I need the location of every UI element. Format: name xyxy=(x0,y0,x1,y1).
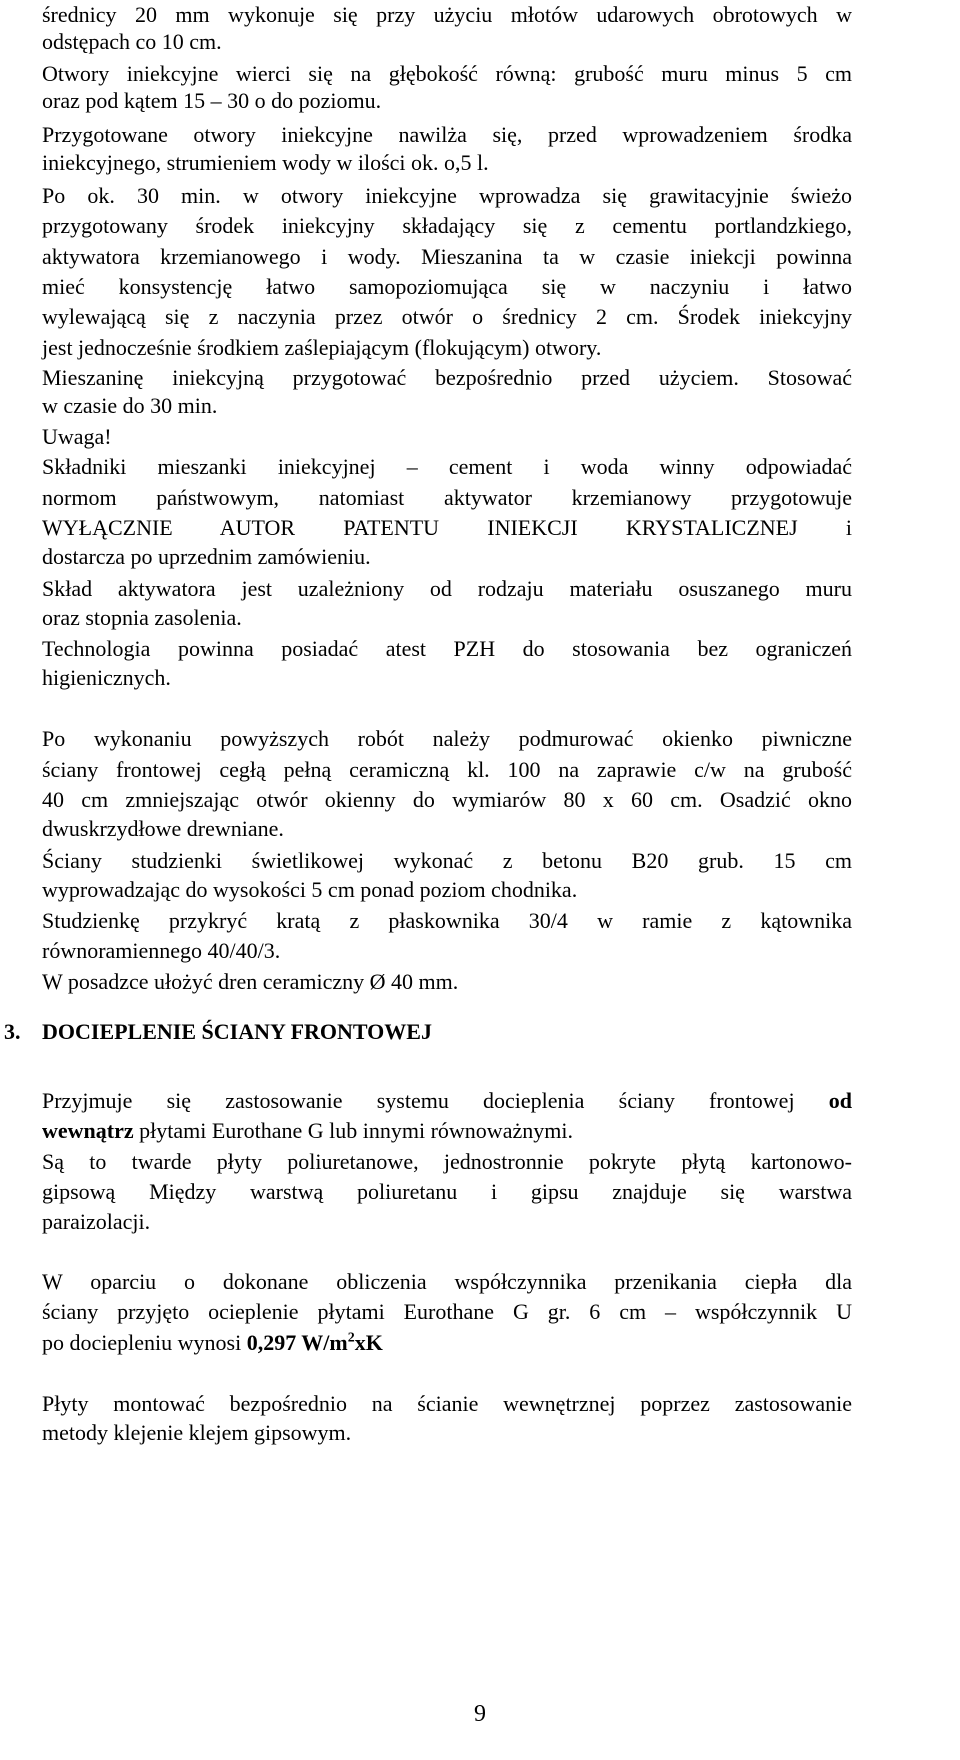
text-line: Skład aktywatora jest uzależniony od rodzaju materiału osuszanego muru xyxy=(42,576,852,601)
text-line: metody klejenie klejem gipsowym. xyxy=(42,1420,352,1445)
text-line: ściany frontowej cegłą pełną ceramiczną kl. 100 na zaprawie c/w na grubość xyxy=(42,757,852,782)
text-line: Po ok. 30 min. w otwory iniekcyjne wprowadza się grawitacyjnie świeżo xyxy=(42,183,852,208)
text-span: Przyjmuje się zastosowanie systemu docieplenia ściany frontowej xyxy=(42,1088,795,1113)
text-line: oraz pod kątem 15 – 30 o do poziomu. xyxy=(42,88,382,113)
text-line: Płyty montować bezpośrednio na ścianie wewnętrznej poprzez zastosowanie xyxy=(42,1391,852,1416)
bold-text: od xyxy=(828,1088,853,1113)
u-value xyxy=(247,1330,383,1355)
text-line: dwuskrzydłowe drewniane. xyxy=(42,816,284,841)
text-line: Składniki mieszanki iniekcyjnej – cement i woda winny odpowiadać xyxy=(42,454,852,479)
text-line: gipsową Między warstwą poliuretanu i gipsu znajduje się warstwa xyxy=(42,1179,852,1204)
u-value-unit: xK xyxy=(354,1330,383,1355)
section-title: DOCIEPLENIE ŚCIANY FRONTOWEJ xyxy=(42,1019,432,1044)
superscript: 2 xyxy=(347,1330,355,1346)
text-line: Otwory iniekcyjne wierci się na głębokość równą: grubość muru minus 5 cm xyxy=(42,61,852,86)
bold-text: wewnątrz xyxy=(42,1118,134,1143)
text-line xyxy=(42,1117,852,1144)
text-line: Po wykonaniu powyższych robót należy podmurować okienko piwniczne xyxy=(42,726,852,751)
text-line: w czasie do 30 min. xyxy=(42,393,218,418)
text-span: po dociepleniu wynosi xyxy=(42,1330,247,1355)
text-line: mieć konsystencję łatwo samopoziomująca się w naczyniu i łatwo xyxy=(42,274,852,299)
text-line xyxy=(42,1087,852,1114)
text-line: Uwaga! xyxy=(42,424,112,449)
text-line: Mieszaninę iniekcyjną przygotować bezpośrednio przed użyciem. Stosować xyxy=(42,365,852,390)
text-line: odstępach co 10 cm. xyxy=(42,29,222,54)
text-line: jest jednocześnie środkiem zaślepiającym (flokującym) otwory. xyxy=(42,335,602,360)
text-line: dostarcza po uprzednim zamówieniu. xyxy=(42,544,371,569)
text-line: higienicznych. xyxy=(42,665,171,690)
text-line: wyprowadzając do wysokości 5 cm ponad poziom chodnika. xyxy=(42,877,578,902)
text-line: aktywatora krzemianowego i wody. Mieszanina ta w czasie iniekcji powinna xyxy=(42,244,852,269)
text-line: iniekcyjnego, strumieniem wody w ilości ok. o,5 l. xyxy=(42,150,489,175)
text-line: Ściany studzienki świetlikowej wykonać z betonu B20 grub. 15 cm xyxy=(42,848,852,873)
text-line: Studzienkę przykryć kratą z płaskownika 30/4 w ramie z kątownika xyxy=(42,908,852,933)
text-line: W posadzce ułożyć dren ceramiczny Ø 40 mm. xyxy=(42,969,459,994)
text-line: Technologia powinna posiadać atest PZH do stosowania bez ograniczeń xyxy=(42,636,852,661)
page-number: 9 xyxy=(474,1701,486,1727)
text-span: płytami Eurothane G lub innymi równoważnymi. xyxy=(133,1118,573,1143)
text-line: normom państwowym, natomiast aktywator krzemianowy przygotowuje xyxy=(42,485,852,510)
text-line: przygotowany środek iniekcyjny składający się z cementu portlandzkiego, xyxy=(42,213,852,238)
text-line: 40 cm zmniejszając otwór okienny do wymiarów 80 x 60 cm. Osadzić okno xyxy=(42,787,852,812)
text-line: WYŁĄCZNIE AUTOR PATENTU INIEKCJI KRYSTALICZNEJ i xyxy=(42,515,852,540)
text-line: W oparciu o dokonane obliczenia współczynnika przenikania ciepła dla xyxy=(42,1269,852,1294)
text-line: Są to twarde płyty poliuretanowe, jednostronnie pokryte płytą kartonowo- xyxy=(42,1149,852,1174)
text-line: paraizolacji. xyxy=(42,1209,151,1234)
u-value-number: 0,297 W/m xyxy=(246,1330,348,1355)
text-line: oraz stopnia zasolenia. xyxy=(42,605,242,630)
text-line: Przygotowane otwory iniekcyjne nawilża się, przed wprowadzeniem środka xyxy=(42,122,852,147)
text-line xyxy=(42,1329,852,1356)
section-number: 3. xyxy=(4,1019,21,1044)
text-line: średnicy 20 mm wykonuje się przy użyciu młotów udarowych obrotowych w xyxy=(42,2,852,27)
text-line: równoramiennego 40/40/3. xyxy=(42,938,281,963)
text-line: wylewającą się z naczynia przez otwór o średnicy 2 cm. Środek iniekcyjny xyxy=(42,304,852,329)
text-line: ściany przyjęto ocieplenie płytami Eurothane G gr. 6 cm – współczynnik U xyxy=(42,1299,852,1324)
